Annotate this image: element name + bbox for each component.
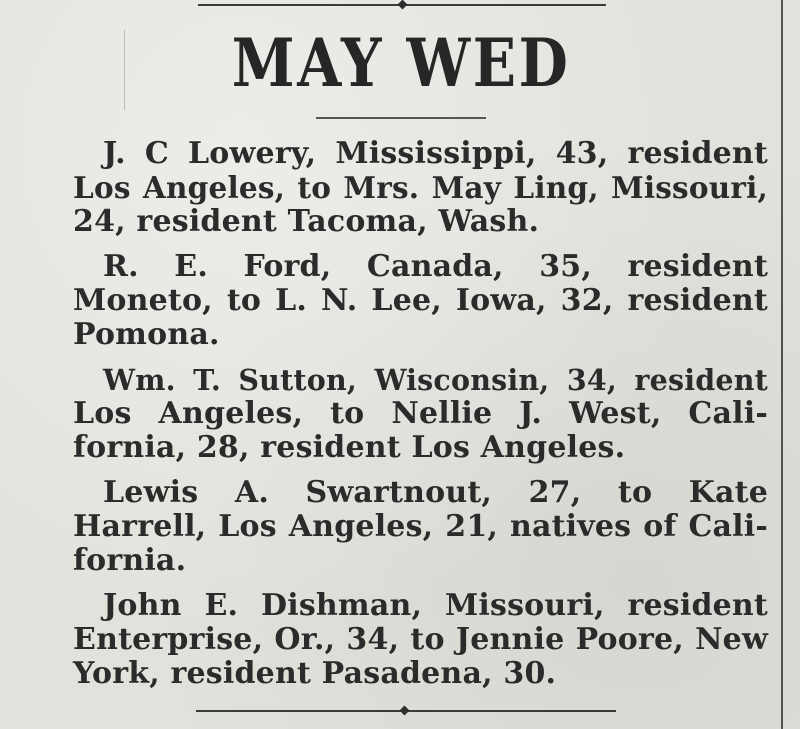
entry-line: Los Angeles, to Nellie J. West, Cali-: [73, 396, 768, 431]
article-body: [43, 137, 768, 702]
entry-line: Harrell, Los Angeles, 21, natives of Cali-: [73, 509, 768, 544]
entry-line: Pomona.: [73, 317, 220, 352]
entry-line: Moneto, to L. N. Lee, Iowa, 32, resident: [73, 283, 768, 318]
column-divider: [781, 0, 783, 729]
headline-underline: [316, 117, 486, 119]
entry-line: fornia, 28, resident Los Angeles.: [73, 430, 626, 465]
entry-line: Lewis A. Swartnout, 27, to Kate: [103, 475, 768, 510]
entry-line: John E. Dishman, Missouri, resident: [103, 588, 768, 623]
entry-line: fornia.: [73, 543, 187, 578]
entry-line: York, resident Pasadena, 30.: [73, 656, 557, 691]
entry-line: Los Angeles, to Mrs. May Ling, Missouri,: [73, 170, 768, 205]
entry-line: J. C Lowery, Mississippi, 43, resident: [103, 136, 768, 171]
marriage-entry-3: [43, 363, 768, 465]
headline: MAY WED: [231, 24, 571, 102]
marriage-entry-2: [43, 250, 768, 352]
bottom-rule-ornament: [400, 706, 410, 716]
entry-line: 24, resident Tacoma, Wash.: [73, 204, 540, 239]
top-rule-ornament: [398, 0, 408, 9]
marriage-entry-1: [43, 137, 768, 239]
entry-line: R. E. Ford, Canada, 35, resident: [103, 249, 768, 284]
marriage-entry-5: [43, 589, 768, 691]
entry-line: Enterprise, Or., 34, to Jennie Poore, New: [73, 622, 768, 657]
entry-line: Wm. T. Sutton, Wisconsin, 34, resident: [103, 363, 768, 397]
marriage-entry-4: [43, 476, 768, 578]
